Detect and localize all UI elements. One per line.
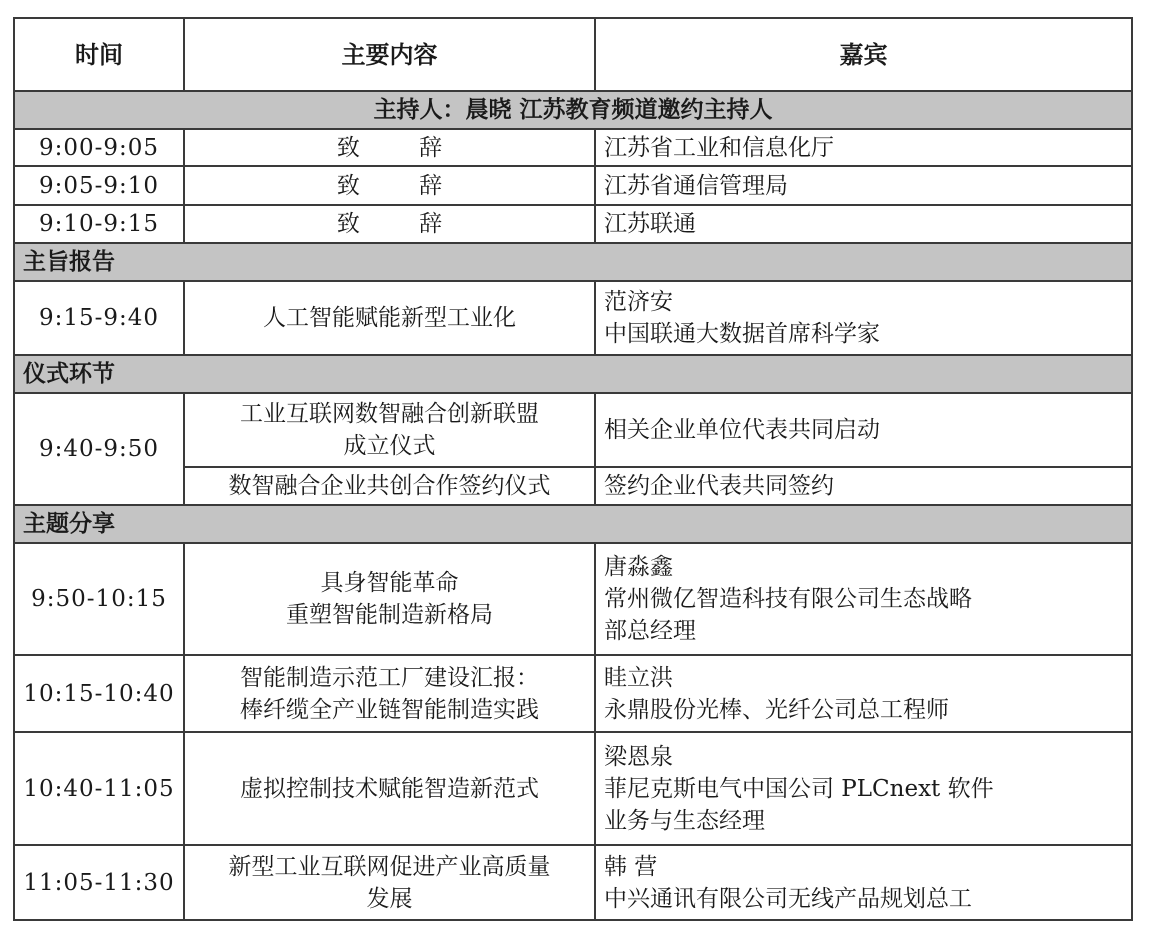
content-cell — [184, 129, 595, 166]
content-line: 棒纤缆全产业链智能制造实践 — [240, 696, 539, 723]
time-cell: 10:40-11:05 — [14, 732, 184, 845]
guest-cell: 江苏省通信管理局 — [595, 166, 1132, 205]
time-cell: 11:05-11:30 — [14, 845, 184, 920]
guest-title: 中兴通讯有限公司无线产品规划总工 — [604, 885, 972, 912]
content-line: 具身智能革命 — [320, 570, 459, 596]
agenda-table — [13, 17, 1133, 921]
host-label: 主持人：晨晓 江苏教育频道邀约主持人 — [14, 91, 1132, 129]
content-cell: 人工智能赋能新型工业化 — [184, 281, 595, 355]
guest-cell — [595, 543, 1132, 655]
guest-name: 眭立洪 — [604, 664, 673, 691]
guest-title: 菲尼克斯电气中国公司 PLCnext 软件 — [604, 775, 994, 802]
guest-name: 韩 营 — [604, 853, 658, 880]
guest-title: 业务与生态经理 — [604, 807, 765, 834]
guest-cell — [595, 845, 1132, 920]
table-row — [14, 732, 1132, 845]
guest-cell: 江苏联通 — [595, 205, 1132, 243]
content-cell — [184, 845, 595, 920]
time-cell: 9:05-9:10 — [14, 166, 184, 205]
table-row — [14, 205, 1132, 243]
content-line: 工业互联网数智融合创新联盟 — [240, 401, 539, 427]
guest-cell — [595, 655, 1132, 732]
header-content: 主要内容 — [184, 18, 595, 91]
content-line: 智能制造示范工厂建设汇报： — [240, 664, 539, 691]
table-row — [14, 129, 1132, 166]
content-cell — [184, 205, 595, 243]
table-row — [14, 281, 1132, 355]
section-label: 主旨报告 — [14, 243, 1132, 281]
time-cell: 9:40-9:50 — [14, 393, 184, 505]
section-row-ceremony — [14, 355, 1132, 393]
table-row — [14, 543, 1132, 655]
content-line: 发展 — [366, 885, 413, 912]
time-cell: 9:00-9:05 — [14, 129, 184, 166]
content-cell — [184, 543, 595, 655]
guest-cell — [595, 281, 1132, 355]
guest-cell — [595, 732, 1132, 845]
section-label: 主题分享 — [14, 505, 1132, 543]
section-row-sharing — [14, 505, 1132, 543]
time-cell: 9:50-10:15 — [14, 543, 184, 655]
header-row — [14, 18, 1132, 91]
guest-title: 部总经理 — [604, 618, 696, 644]
content-cell — [184, 166, 595, 205]
guest-cell: 相关企业单位代表共同启动 — [595, 393, 1132, 467]
content-cell: 虚拟控制技术赋能智造新范式 — [184, 732, 595, 845]
time-cell: 9:10-9:15 — [14, 205, 184, 243]
content-text: 致 辞 — [336, 211, 469, 237]
content-cell: 数智融合企业共创合作签约仪式 — [184, 467, 595, 505]
guest-name: 唐淼鑫 — [604, 554, 673, 580]
guest-title: 中国联通大数据首席科学家 — [604, 321, 880, 347]
guest-title: 常州微亿智造科技有限公司生态战略 — [604, 586, 972, 612]
time-cell: 9:15-9:40 — [14, 281, 184, 355]
header-time: 时间 — [14, 18, 184, 91]
guest-cell: 签约企业代表共同签约 — [595, 467, 1132, 505]
section-label: 仪式环节 — [14, 355, 1132, 393]
guest-name: 梁恩泉 — [604, 743, 673, 770]
content-line: 成立仪式 — [343, 433, 436, 459]
guest-title: 永鼎股份光棒、光纤公司总工程师 — [604, 696, 949, 723]
content-line: 重塑智能制造新格局 — [286, 602, 493, 628]
content-text: 致 辞 — [336, 172, 469, 199]
host-row — [14, 91, 1132, 129]
content-cell — [184, 655, 595, 732]
table-row — [14, 655, 1132, 732]
table-row — [14, 393, 1132, 467]
section-row-keynote — [14, 243, 1132, 281]
content-text: 致 辞 — [336, 134, 469, 161]
table-row — [14, 166, 1132, 205]
guest-cell: 江苏省工业和信息化厅 — [595, 129, 1132, 166]
guest-name: 范济安 — [604, 289, 673, 315]
time-cell: 10:15-10:40 — [14, 655, 184, 732]
content-cell — [184, 393, 595, 467]
content-line: 新型工业互联网促进产业高质量 — [228, 853, 551, 880]
table-row — [14, 845, 1132, 920]
header-guest: 嘉宾 — [595, 18, 1132, 91]
